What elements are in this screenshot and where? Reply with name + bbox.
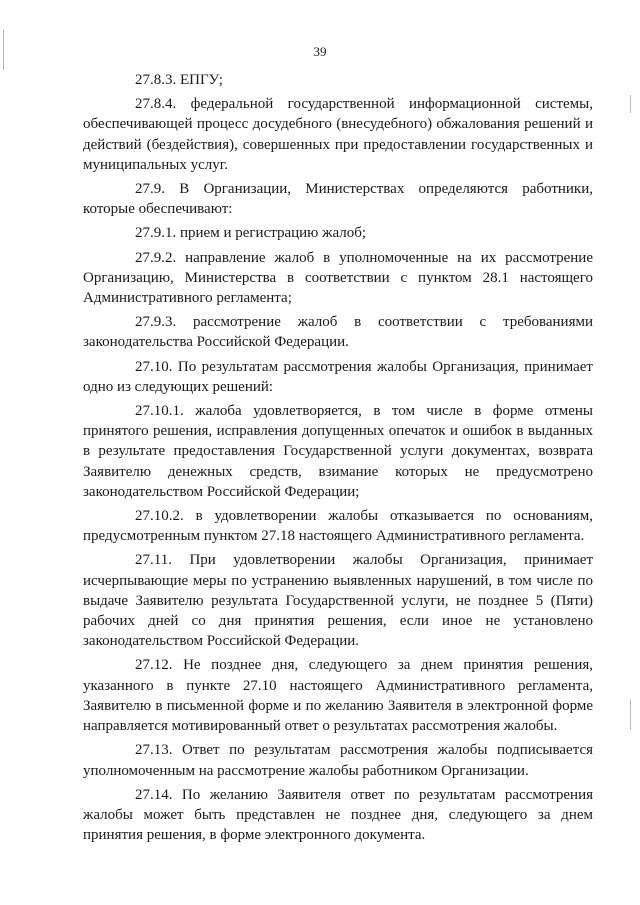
paragraph-27-8-4: 27.8.4. федеральной государственной информационной системы, обеспечивающей процесс досудебного (внесудебного) обжалования решений и действий (бездействия), совершенных при предоставлении государственных и муниципальных услуг. [83, 96, 593, 173]
paragraph-27-10-1: 27.10.1. жалоба удовлетворяется, в том числе в форме отмены принятого решения, исправления допущенных опечаток и ошибок в выданных в результате предоставления Государственной услуги документах, возврата Заявителю денежных средств, взимание которых не предусмотрено законодательством Российской Федерации; [83, 403, 593, 500]
paragraph-27-10-2: 27.10.2. в удовлетворении жалобы отказывается по основаниям, предусмотренным пунктом 27.18 настоящего Административного регламента. [83, 508, 593, 545]
document-body [83, 70, 593, 849]
paragraph-27-11: 27.11. При удовлетворении жалобы Организация, принимает исчерпывающие меры по устранению выявленных нарушений, в том числе по выдаче Заявителю результата Государственной услуги, не позднее 5 (Пяти) рабочих дней со дня принятия решения, если иное не установлено законодательством Российской Федерации. [83, 552, 593, 650]
scan-edge-mark-right-upper [630, 95, 631, 113]
paragraph-27-12: 27.12. Не позднее дня, следующего за днем принятия решения, указанного в пункте 27.10 настоящего Административного регламента, Заявителю в письменной форме и по желанию Заявителя в электронной форме направляется мотивированный ответ о результатах рассмотрения жалобы. [83, 657, 593, 735]
paragraph-27-9-3: 27.9.3. рассмотрение жалоб в соответствии с требованиями законодательства Российской Федерации. [83, 314, 593, 351]
scan-edge-mark-right-lower [630, 700, 631, 730]
paragraph-27-14: 27.14. По желанию Заявителя ответ по результатам рассмотрения жалобы может быть представлен не позднее дня, следующего за днем принятия решения, в форме электронного документа. [83, 786, 593, 844]
paragraph-27-8-3: 27.8.3. ЕПГУ; [135, 72, 223, 88]
scan-edge-mark-left [3, 30, 4, 70]
paragraph-27-10: 27.10. По результатам рассмотрения жалобы Организация, принимает одно из следующих решений: [83, 358, 593, 395]
paragraph-27-9-2: 27.9.2. направление жалоб в уполномоченные на их рассмотрение Организацию, Министерства в соответствии с пунктом 28.1 настоящего Административного регламента; [83, 249, 593, 307]
page-number: 39 [313, 44, 327, 59]
paragraph-27-9: 27.9. В Организации, Министерствах определяются работники, которые обеспечивают: [83, 181, 593, 218]
paragraph-27-9-1: 27.9.1. прием и регистрацию жалоб; [135, 225, 367, 242]
paragraph-27-13: 27.13. Ответ по результатам рассмотрения жалобы подписывается уполномоченным на рассмотрение жалобы работником Организации. [83, 742, 593, 779]
